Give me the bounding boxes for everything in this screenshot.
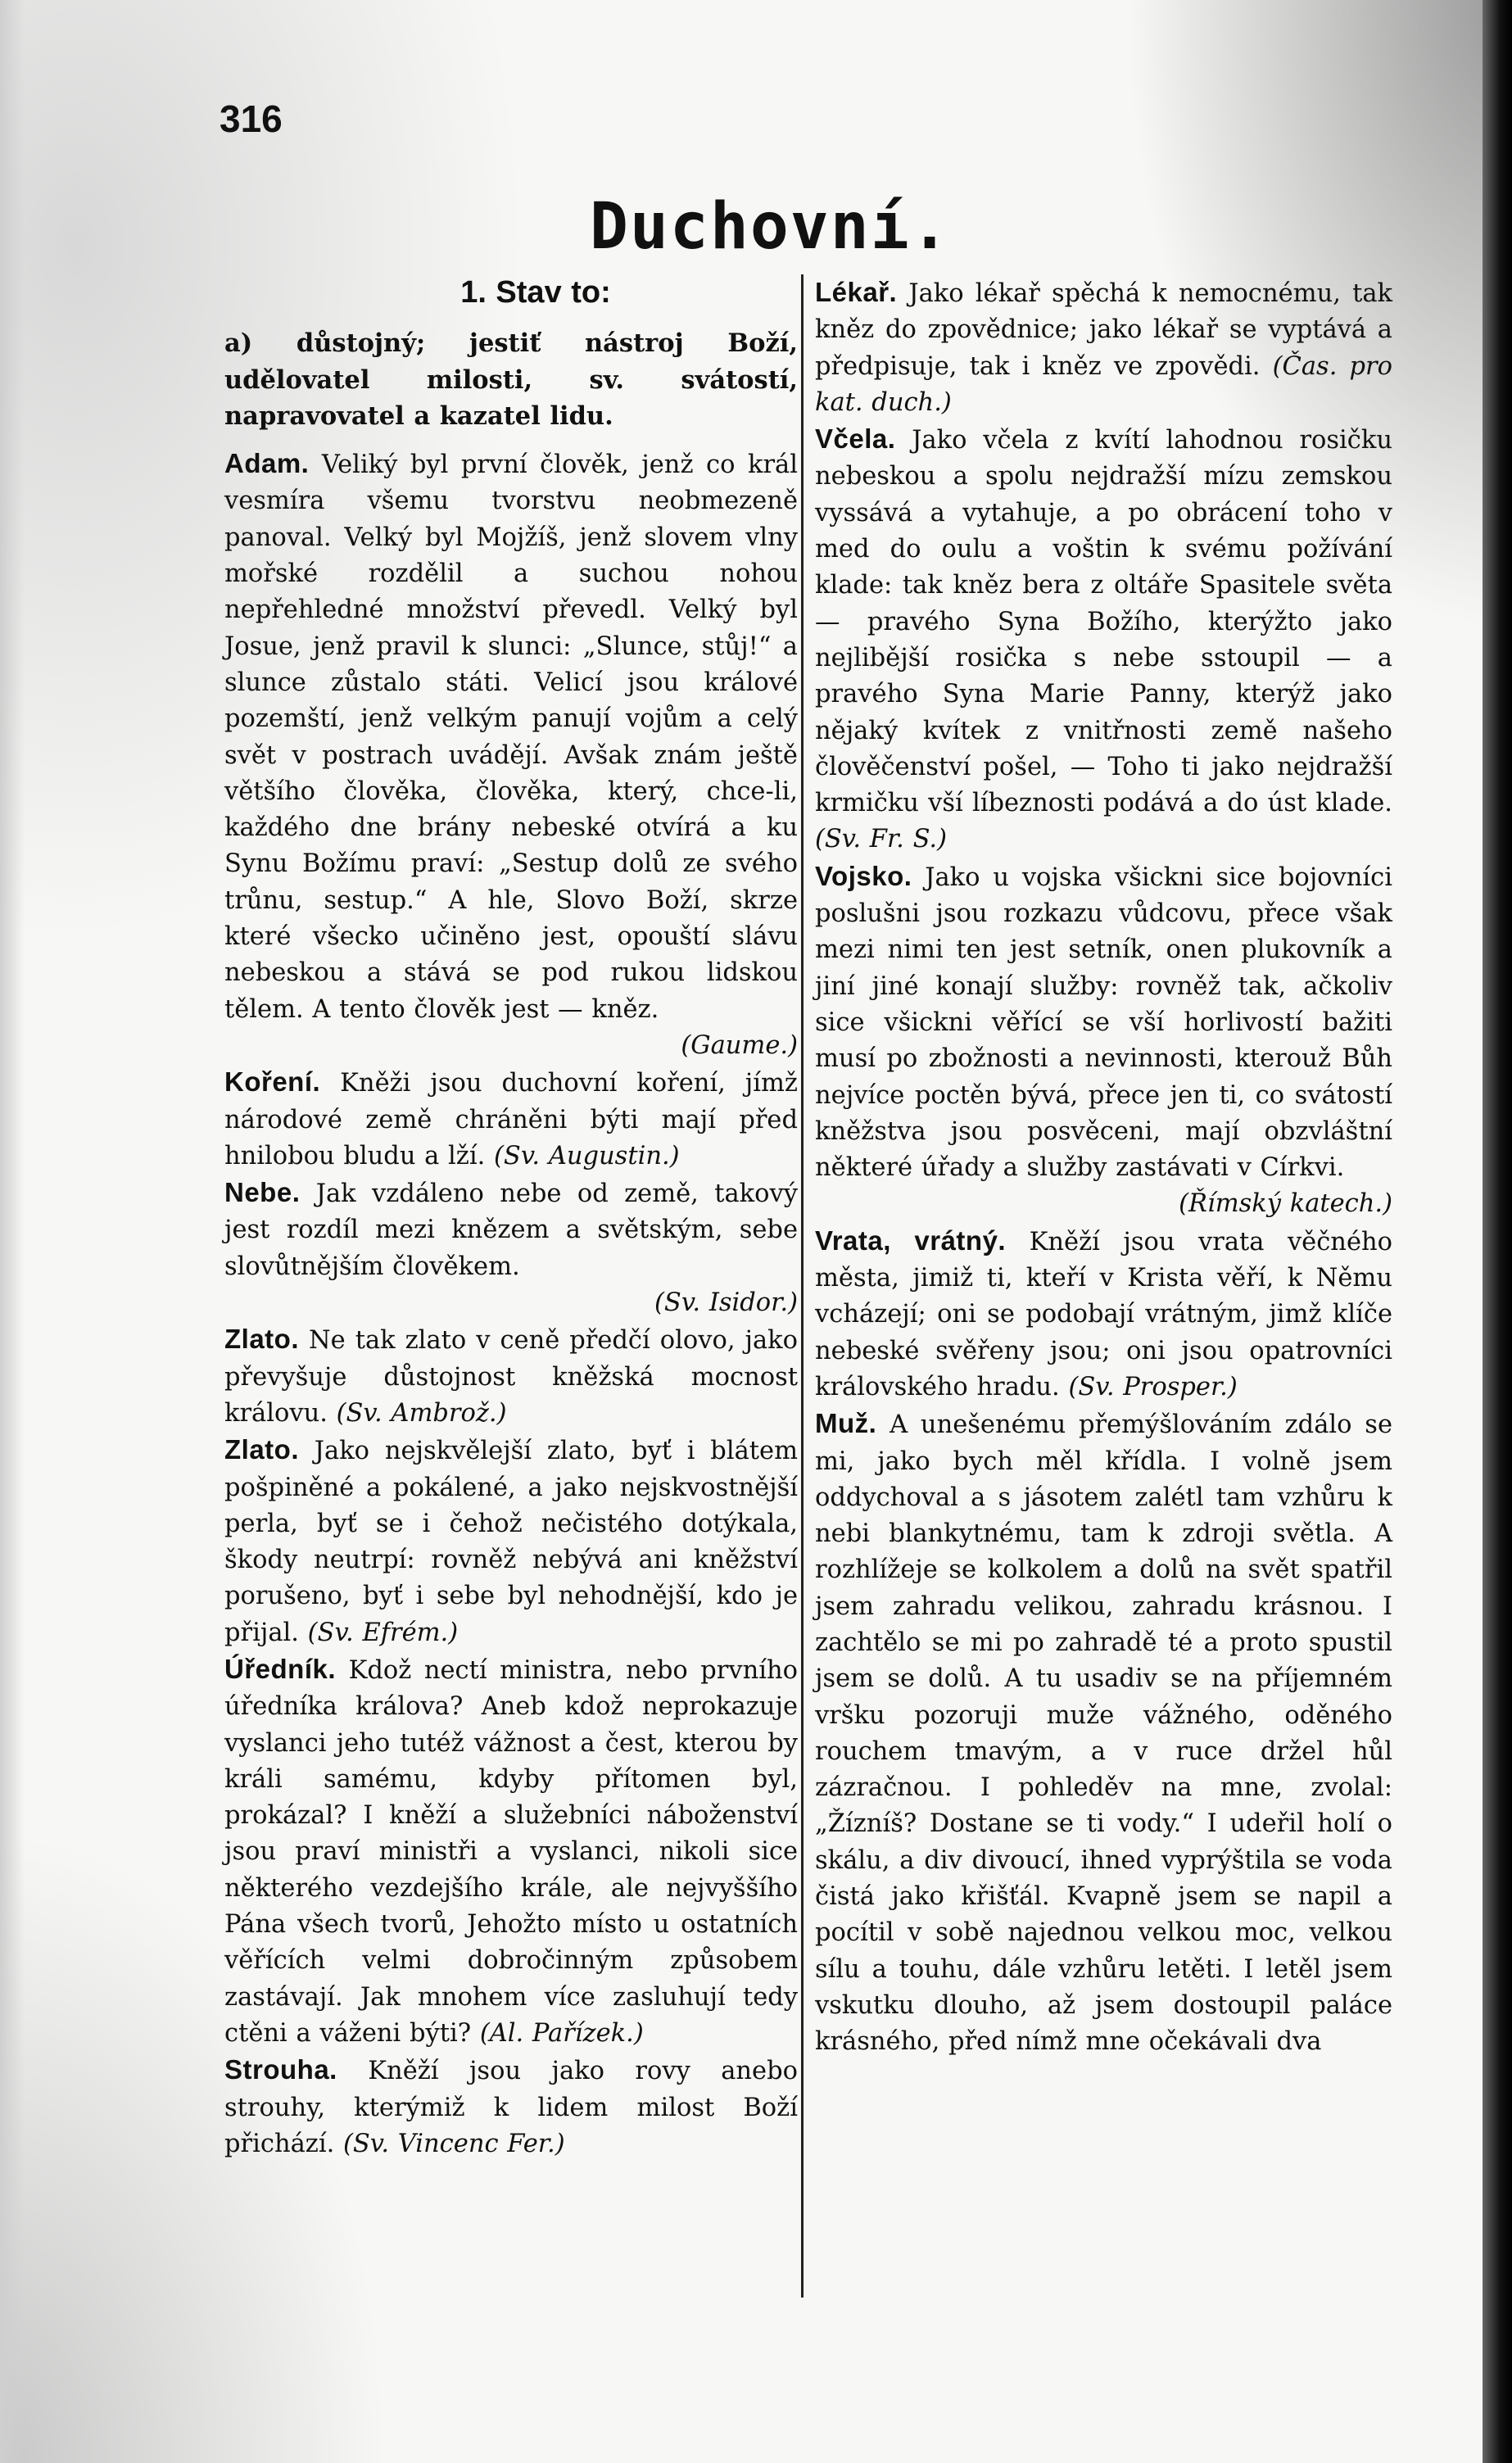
entry-urednik (224, 1651, 798, 2052)
entry-text: Veliký byl první člověk, jenž co král vesmíra všemu tvorstvu neobmezeně panoval. Velký byl Mojžíš, jenž slovem vlny mořské rozdělil a suchou nohou nepřehledné množství převedl. Velký byl Josue, jenž pravil k slunci: „Slunce, stůj!“ a slunce zůstalo státi. Velicí jsou králové pozemští, jenž velkým panují vojům a celý svět v postrach uvádějí. Avšak znám ještě většího člověka, člověka, který, chce-li, každého dne brány nebeské otvírá a ku Synu Božímu praví: „Sestup dolů ze svého trůnu, sestup.“ A hle, Slovo Boží, skrze které všecko učiněno jest, opouští slávu nebeskou a stává se pod rukou lidskou tělem. A tento člověk jest — kněz. (224, 450, 798, 1024)
entry-zlato-1 (224, 1321, 798, 1432)
right-column (815, 274, 1392, 2061)
entry-text: Kdož nectí ministra, nebo prvního úředníka králova? Aneb kdož neprokazuje vyslanci jeho tutéž vážnost a čest, kterou by králi samému, kdyby přítomen byl, prokázal? I kněží a služebníci náboženství jsou praví ministři a vyslanci, nikoli sice některého vezdejšího krále, ale nejvyššího Pána všech tvorů, Jehožto místo u ostatních věřících velmi dobročinným způsobem zastávají. Jak mnohem více zasluhují tedy ctěni a váženi býti? (224, 1655, 798, 2048)
column-divider (801, 274, 804, 2298)
entry-keyword: Úředník. (224, 1653, 337, 1684)
entry-keyword: Muž. (815, 1408, 877, 1439)
entry-keyword: Vojsko. (815, 860, 912, 891)
entry-lekar (815, 274, 1392, 421)
entry-nebe (224, 1175, 798, 1321)
entry-text: Kněži jsou duchovní koření, jímž národové země chráněni býti mají před hnilobou bludu a lží. (224, 1069, 798, 1170)
entry-text: A unešenému přemýšlováním zdálo se mi, jako bych měl křídla. I volně jsem oddychoval a s jásotem zalétl tam vzhůru k nebi blankytnému, tam k zdroji světla. A rozhlížeje se kolkolem a dolů na svět spatřil jsem zahradu velikou, zahradu krásnou. I zachtělo se mi po zahradě té a proto spustil jsem se dolů. A tu usadiv se na příjemném vršku pozoruji muže vážného, oděného rouchem tmavým, a v ruce držel hůl zázračnou. I pohleděv na mne, zvolal: „Žízníš? Dostane se ti vody.“ I udeřil holí o skálu, a div divoucí, ihned vyprýštila se voda čistá jako křišťál. Kvapně jsem se napil a pocítil v sobě najednou velkou moc, velkou sílu a touhu, dále vzhůru letěti. I letěl jsem vskutku dlouho, až jsem dostoupil paláce krásného, před nímž mne očekávali dva (815, 1410, 1392, 2057)
entry-source: (Sv. Prosper.) (1068, 1372, 1238, 1401)
entry-text: Jak vzdáleno nebe od země, takový jest rozdíl mezi knězem a světským, sebe slovůtnějším člověkem. (224, 1179, 798, 1281)
page-right-edge (1483, 0, 1512, 2463)
entry-keyword: Zlato. (224, 1434, 299, 1465)
page-title: Duchovní. (590, 190, 951, 264)
entry-text: Ne tak zlato v ceně předčí olovo, jako převyšuje důstojnost kněžská mocnost královu. (224, 1326, 798, 1428)
entry-source: (Sv. Ambrož.) (336, 1398, 507, 1428)
entry-source: (Gaume.) (681, 1030, 798, 1060)
entry-keyword: Nebe. (224, 1177, 301, 1208)
entry-vcela (815, 421, 1392, 858)
entry-keyword: Zlato. (224, 1324, 299, 1355)
left-column (224, 274, 798, 2162)
entry-source: (Sv. Efrém.) (307, 1618, 459, 1647)
entry-source: (Sv. Augustin.) (494, 1141, 680, 1170)
entry-keyword: Včela. (815, 423, 896, 455)
entry-source: (Sv. Vincenc Fer.) (343, 2129, 565, 2158)
section-title: 1. Stav to: (460, 275, 611, 310)
entry-source: (Sv. Isidor.) (654, 1288, 798, 1318)
entry-zlato-2 (224, 1432, 798, 1651)
entry-source: (Čas. pro kat. duch.) (815, 351, 1392, 417)
entry-adam (224, 446, 798, 1064)
entry-text: Jako u vojska všickni sice bojovníci poslušni jsou rozkazu vůdcovu, přece však mezi nimi ten jest setník, onen plukovník a jiní jiné konají služby: rovněž tak, ačkoliv sice všickni věřící se vší horlivostí bažiti musí po zbožnosti a nevinnosti, kterouž Bůh nejvíce poctěn bývá, přece jen ti, co svátostí kněžstva jsou posvěceni, mají obzvláštní některé úřady a služby zastávati v Církvi. (815, 863, 1392, 1183)
entry-keyword: Koření. (224, 1066, 321, 1098)
entry-source: (Sv. Fr. S.) (815, 825, 947, 854)
entry-text: Jako nejskvělejší zlato, byť i blátem pošpiněné a pokálené, a jako nejskvostnější perla, byť se i čehož nečistého dotýkala, škody neutrpí: rovněž nebývá ani kněžství porušeno, byť i sebe byl nehodnější, kdo je přijal. (224, 1437, 798, 1647)
entry-text: Jako lékař spěchá k nemocnému, tak kněz do zpovědnice; jako lékař se vyptává a předpisuje, tak i kněz ve zpovědi. (815, 279, 1392, 381)
entry-keyword: Strouha. (224, 2054, 337, 2085)
entry-source: (Al. Pařízek.) (479, 2018, 644, 2048)
entry-vojsko (815, 858, 1392, 1223)
entry-text: Kněží jsou jako rovy anebo strouhy, kterýmiž k lidem milost Boží přichází. (224, 2057, 798, 2158)
entry-koreni (224, 1064, 798, 1175)
entry-strouha (224, 2052, 798, 2162)
entry-keyword: Lékař. (815, 277, 898, 307)
entry-text: Jako včela z kvítí lahodnou rosičku nebeskou a spolu nejdražší mízu zemskou vyssává a vytahuje, a po obrácení toho v med do oulu a voštin k svému požívání klade: tak kněz bera z oltáře Spasitele světa — pravého Syna Božího, kterýžto jako nejlibější rosička s nebe sstoupil — a pravého Syna Marie Panny, kterýž jako nějaký kvítek z vnitřnosti země našeho člověčenství pošel, — Toho ti jako nejdražší krmičku vší líbeznosti podává a do úst klade. (815, 426, 1392, 818)
entry-source: (Římský katech.) (1179, 1189, 1392, 1219)
entry-vrata (815, 1223, 1392, 1406)
entry-text: Kněží jsou vrata věčného města, jimiž ti, kteří v Krista věří, k Němu vcházejí; oni se podobají vrátným, jimž klíče nebeské svěřeny jsou; oni jsou opatrovníci královského hradu. (815, 1227, 1392, 1401)
entry-keyword: Adam. (224, 448, 310, 479)
entry-muz (815, 1406, 1392, 2060)
section-intro: a) důstojný; jestiť nástroj Boží, udělovatel milosti, sv. svátostí, napravovatel a kazatel lidu. (224, 328, 798, 431)
page-left-shadow (0, 0, 25, 2463)
entry-keyword: Vrata, vrátný. (815, 1225, 1007, 1256)
page-number: 316 (220, 97, 283, 140)
